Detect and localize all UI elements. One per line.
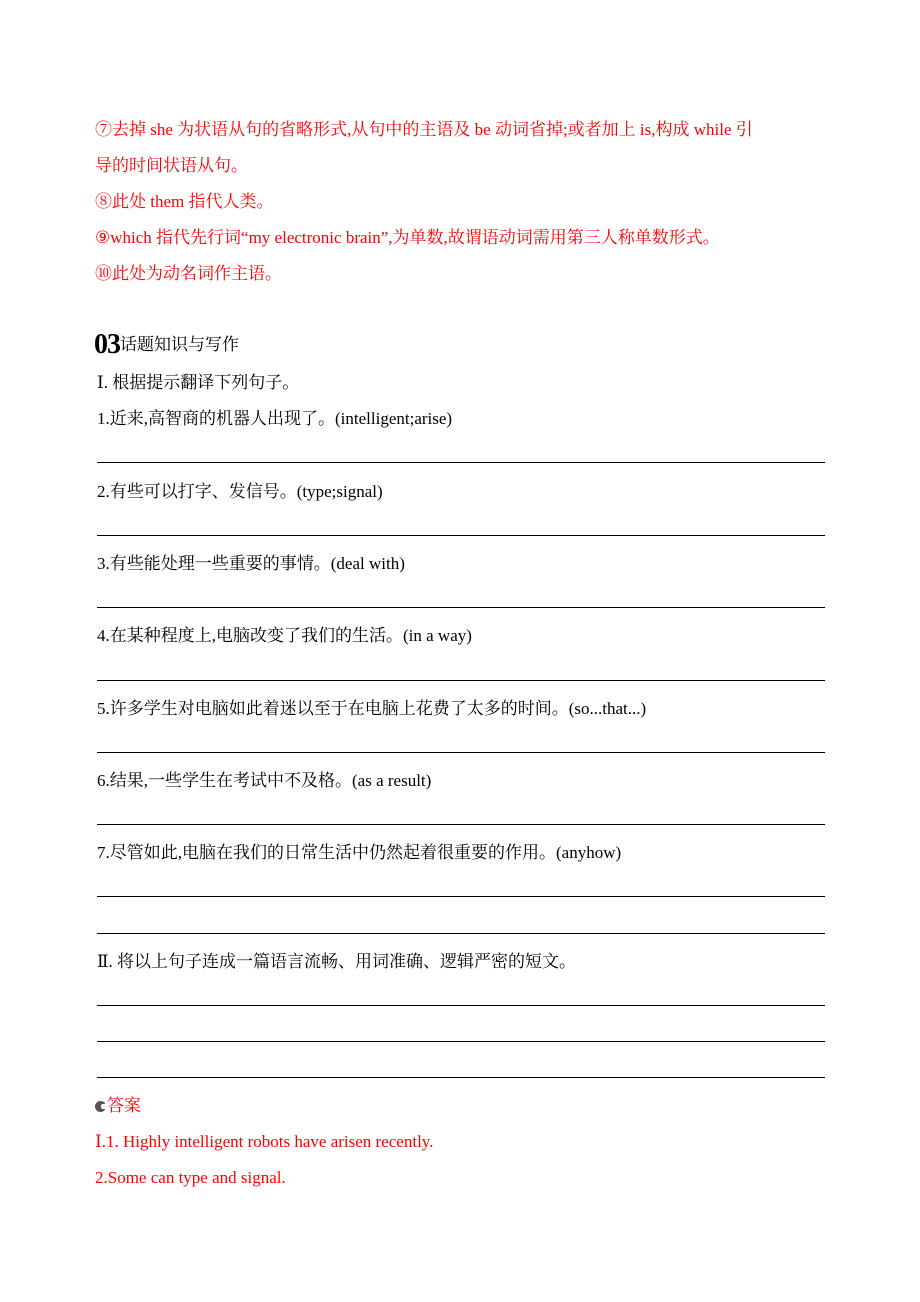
part2-heading: Ⅱ. 将以上句子连成一篇语言流畅、用词准确、逻辑严密的短文。 [97,952,577,971]
answer-line [97,462,825,463]
question-6: 6.结果,一些学生在考试中不及格。(as a result) [97,771,432,790]
note-9: ⑨which 指代先行词“my electronic brain”,为单数,故谓语动词需用第三人称单数形式。 [95,228,720,247]
answer-line [97,1005,825,1006]
answer-line-1: Ⅰ.1. Highly intelligent robots have arisen recently. [95,1132,434,1151]
answer-label-text: 答案 [107,1096,141,1115]
note-7-line-1: ⑦去掉 she 为状语从句的省略形式,从句中的主语及 be 动词省掉;或者加上 is,构成 while 引 [95,120,753,139]
question-3: 3.有些能处理一些重要的事情。(deal with) [97,554,405,573]
question-4: 4.在某种程度上,电脑改变了我们的生活。(in a way) [97,626,472,645]
answer-line [97,896,825,897]
answer-icon [95,1101,106,1112]
note-10: ⑩此处为动名词作主语。 [95,264,282,283]
section-number: 03 [94,329,120,360]
question-1: 1.近来,高智商的机器人出现了。(intelligent;arise) [97,409,453,428]
answer-line [97,1077,825,1078]
note-8: ⑧此处 them 指代人类。 [95,192,274,211]
answer-line [97,752,825,753]
section-title-text: 话题知识与写作 [120,335,239,354]
answer-label [95,1094,141,1118]
answer-line [97,535,825,536]
answer-line [97,607,825,608]
question-7: 7.尽管如此,电脑在我们的日常生活中仍然起着很重要的作用。(anyhow) [97,843,622,862]
note-7-line-2: 导的时间状语从句。 [95,156,248,175]
answer-line [97,1041,825,1042]
answer-line-2: 2.Some can type and signal. [95,1168,286,1187]
question-5: 5.许多学生对电脑如此着迷以至于在电脑上花费了太多的时间。(so...that...) [97,699,647,718]
answer-line [97,680,825,681]
answer-line [97,824,825,825]
question-2: 2.有些可以打字、发信号。(type;signal) [97,482,383,501]
answer-line [97,933,825,934]
part1-heading: Ⅰ. 根据提示翻译下列句子。 [97,373,300,392]
section-title [94,330,239,360]
